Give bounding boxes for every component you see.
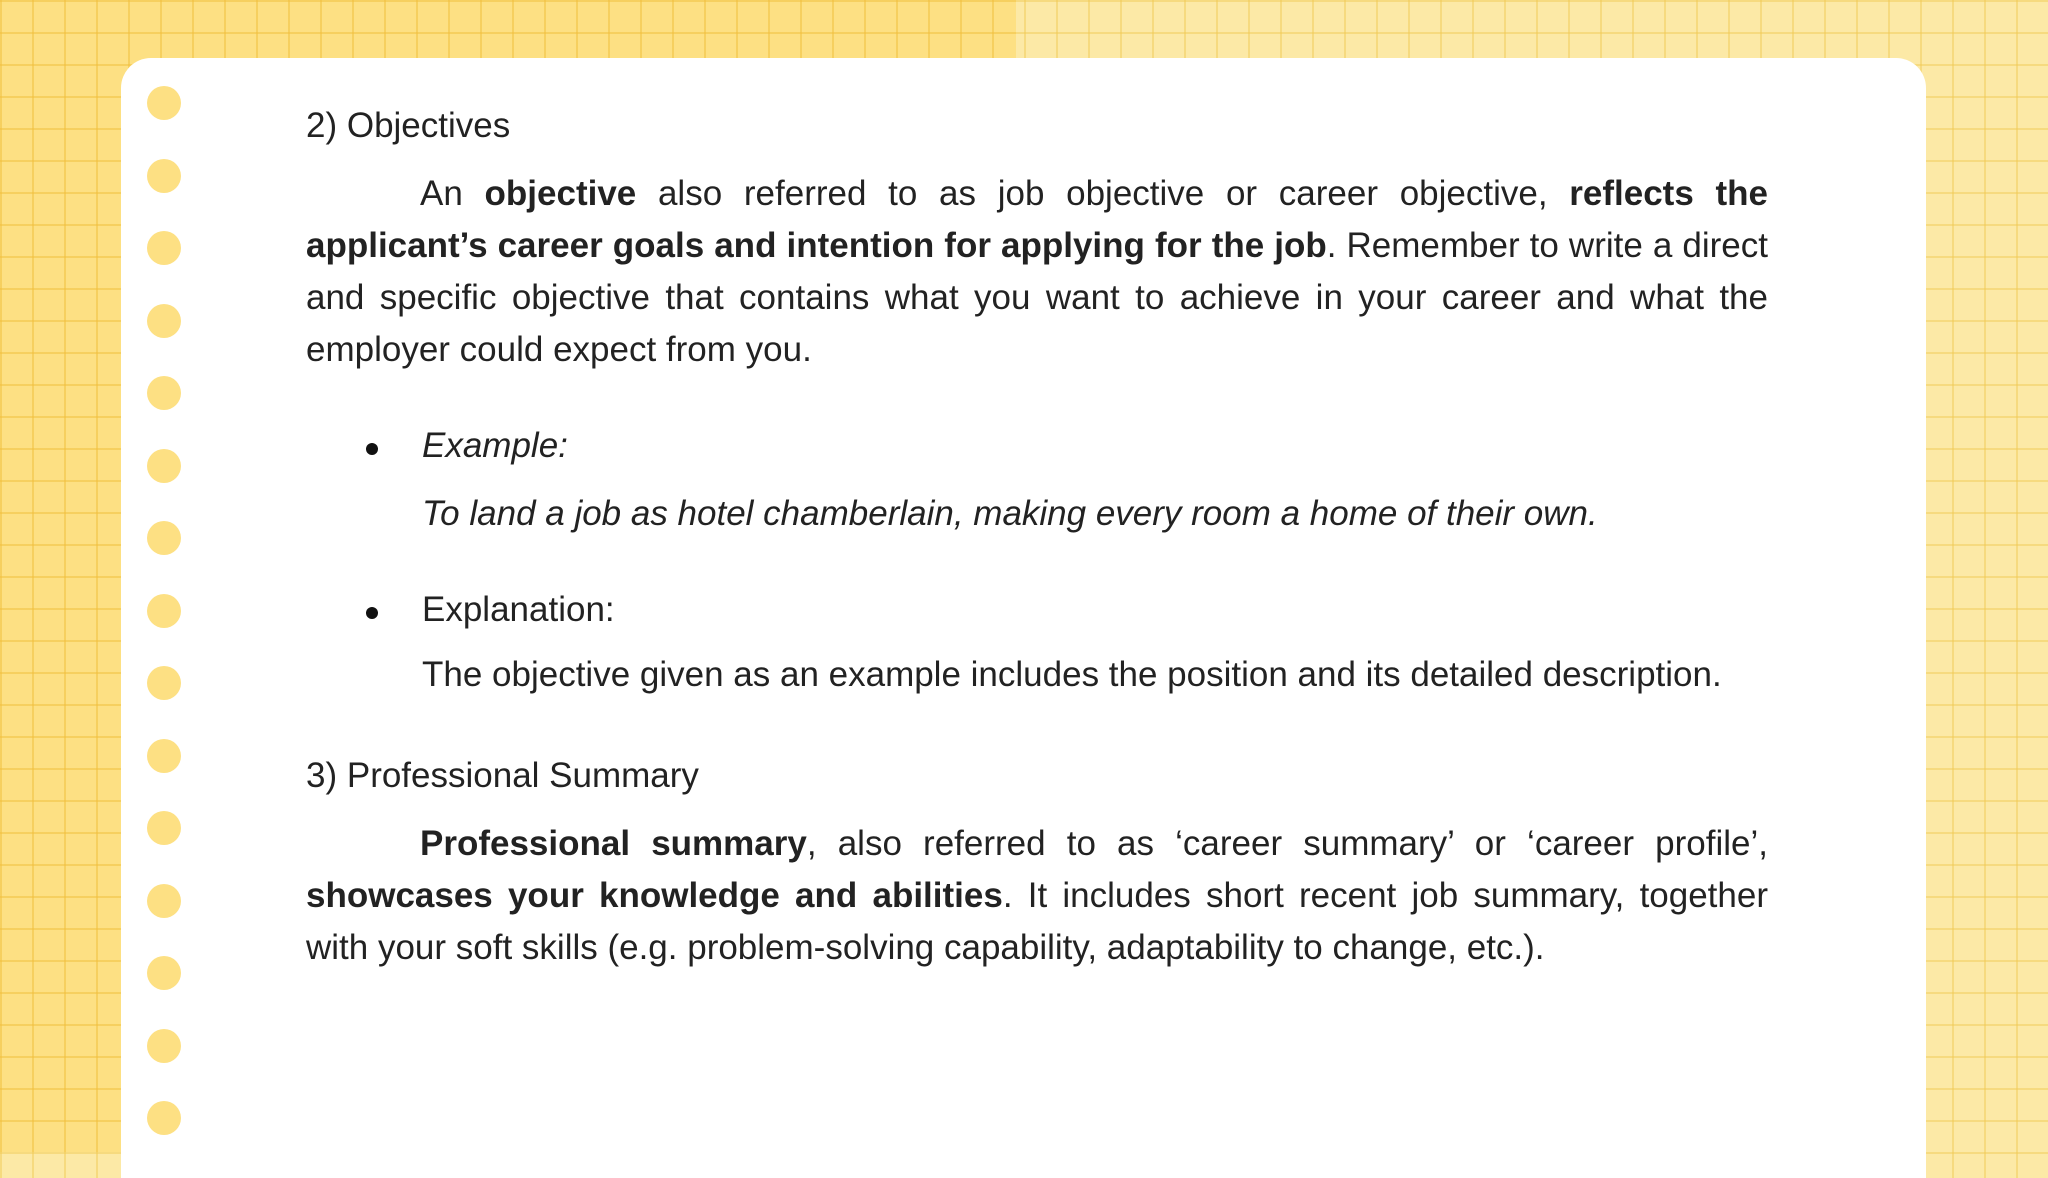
explanation-bullet [306,584,1768,636]
binder-hole-icon [147,159,181,193]
bold-text-run: reflects the applicant’s career goals and intention for applying for the job [306,174,1769,265]
document-content [306,100,1768,974]
binder-hole-icon [147,739,181,773]
example-label: Example: [422,426,568,465]
explanation-label: Explanation: [422,590,615,629]
binder-hole-icon [147,956,181,990]
text-run: An [420,174,485,213]
text-run: . It includes short recent job summary, together with your soft skills (e.g. problem-solving capability, adaptability to change, etc.). [306,876,1768,967]
text-run: also referred to as job objective or career objective, [636,174,1570,213]
objectives-paragraph [306,168,1768,376]
example-text: To land a job as hotel chamberlain, making every room a home of their own. [422,494,1598,533]
professional-summary-paragraph [306,818,1768,974]
binder-hole-icon [147,666,181,700]
bold-text-run: showcases your knowledge and abilities [306,876,1003,915]
binder-hole-icon [147,376,181,410]
binder-hole-icon [147,231,181,265]
text-run: , also referred to as ‘career summary’ or ‘career profile’, [806,824,1768,863]
binder-hole-icon [147,1029,181,1063]
bold-text-run: objective [484,174,637,213]
bullet-dot-icon [366,607,378,619]
binder-hole-icon [147,1101,181,1135]
binder-hole-icon [147,811,181,845]
binder-hole-icon [147,304,181,338]
bullet-dot-icon [366,443,378,455]
binder-hole-icon [147,884,181,918]
example-bullet [306,420,1768,472]
section-heading-professional-summary: 3) Professional Summary [306,756,699,795]
binder-holes [0,0,100,1152]
binder-hole-icon [147,449,181,483]
binder-hole-icon [147,86,181,120]
binder-hole-icon [147,521,181,555]
explanation-text: The objective given as an example includes the position and its detailed description. [422,655,1722,694]
text-run: . Remember to write a direct and specific objective that contains what you want to achieve in your career and what the employer could expect from you. [306,226,1768,369]
binder-hole-icon [147,594,181,628]
section-heading-objectives: 2) Objectives [306,106,511,145]
bold-text-run: Professional summary [420,824,807,863]
